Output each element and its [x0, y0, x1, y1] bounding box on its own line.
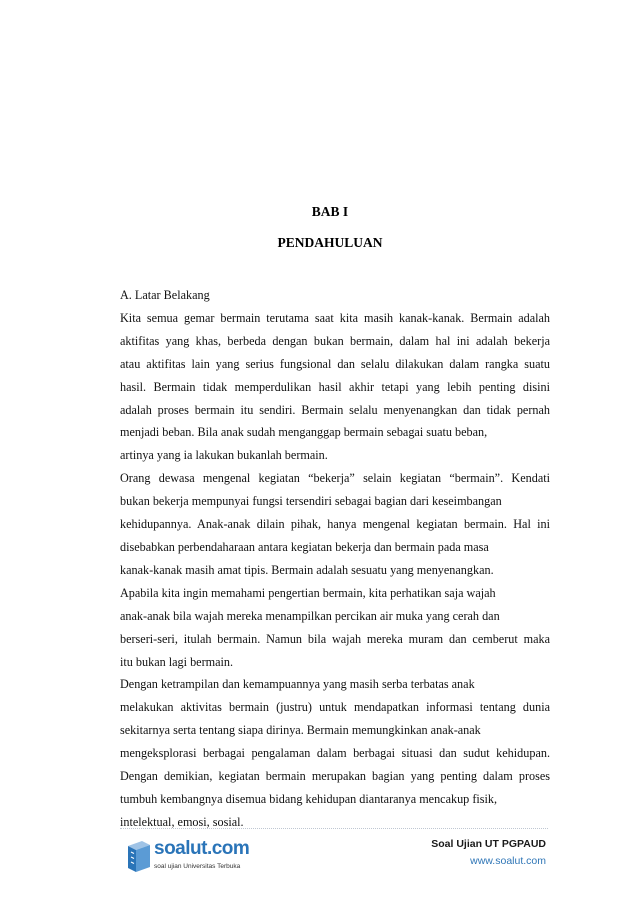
paragraph-line: aktifitas yang khas, berbeda dengan bukan bermain, dalam hal ini adalah bekerja [120, 333, 550, 348]
paragraph-line: anak-anak bila wajah mereka menampilkan percikan air muka yang cerah dan [120, 608, 500, 623]
book-icon [124, 838, 154, 876]
body-text [120, 284, 550, 834]
paragraph-line: intelektual, emosi, sosial. [120, 814, 244, 829]
paragraph-line: Dengan ketrampilan dan kemampuannya yang masih serba terbatas anak [120, 677, 475, 692]
logo-text: soalut.com [154, 838, 250, 859]
paragraph-line: berseri-seri, itulah bermain. Namun bila wajah mereka muram dan cemberut maka [120, 631, 550, 646]
paragraph-line: Kita semua gemar bermain terutama saat kita masih kanak-kanak. Bermain adalah [120, 310, 550, 325]
paragraph-line: hasil. Bermain tidak memperdulikan hasil akhir tetapi yang lebih penting disini [120, 379, 550, 394]
footer-divider [120, 828, 548, 829]
paragraph-line: sekitarnya serta tentang siapa dirinya. Bermain memungkinkan anak-anak [120, 723, 481, 738]
soalut-logo [124, 838, 254, 878]
paragraph-line: Orang dewasa mengenal kegiatan “bekerja” selain kegiatan “bermain”. Kendati [120, 471, 550, 486]
paragraph-line: kehidupannya. Anak-anak dilain pihak, hanya mengenal kegiatan bermain. Hal ini [120, 517, 550, 532]
paragraph-line: atau aktifitas lain yang serius fungsional dan selalu dilakukan dalam rangka suatu [120, 356, 550, 371]
paragraph-line: kanak-kanak masih amat tipis. Bermain adalah sesuatu yang menyenangkan. [120, 562, 494, 577]
paragraph-line: mengeksplorasi berbagai pengalaman dalam berbagai situasi dan sudut kehidupan. [120, 746, 550, 761]
paragraph-line: menjadi beban. Bila anak sudah menganggap bermain sebagai suatu beban, [120, 425, 488, 440]
paragraph-line: artinya yang ia lakukan bukanlah bermain. [120, 448, 328, 463]
section-heading: A. Latar Belakang [120, 288, 210, 302]
paragraph-line: bukan bekerja mempunyai fungsi tersendiri sebagai bagian dari keseimbangan [120, 494, 502, 509]
paragraph-line: adalah proses bermain itu sendiri. Bermain selalu menyenangkan dan tidak pernah [120, 402, 550, 417]
footer-url-link[interactable]: www.soalut.com [470, 855, 546, 867]
paragraph-line: Apabila kita ingin memahami pengertian bermain, kita perhatikan saja wajah [120, 585, 496, 600]
logo-tagline: soal ujian Universitas Terbuka [154, 863, 241, 870]
paragraph-line: itu bukan lagi bermain. [120, 654, 234, 669]
footer-title: Soal Ujian UT PGPAUD [431, 838, 546, 850]
paragraph-line: disebabkan perbendaharaan antara kegiatan bekerja dan bermain pada masa [120, 539, 489, 554]
chapter-number: BAB I [311, 204, 349, 219]
chapter-title: PENDAHULUAN [277, 235, 383, 250]
paragraph-line: Dengan demikian, kegiatan bermain merupakan bagian yang penting dalam proses [120, 769, 550, 784]
paragraph-line: melakukan aktivitas bermain (justru) untuk mendapatkan informasi tentang dunia [120, 700, 550, 715]
paragraph-line: tumbuh kembangnya disemua bidang kehidupan diantaranya mencakup fisik, [120, 791, 498, 806]
